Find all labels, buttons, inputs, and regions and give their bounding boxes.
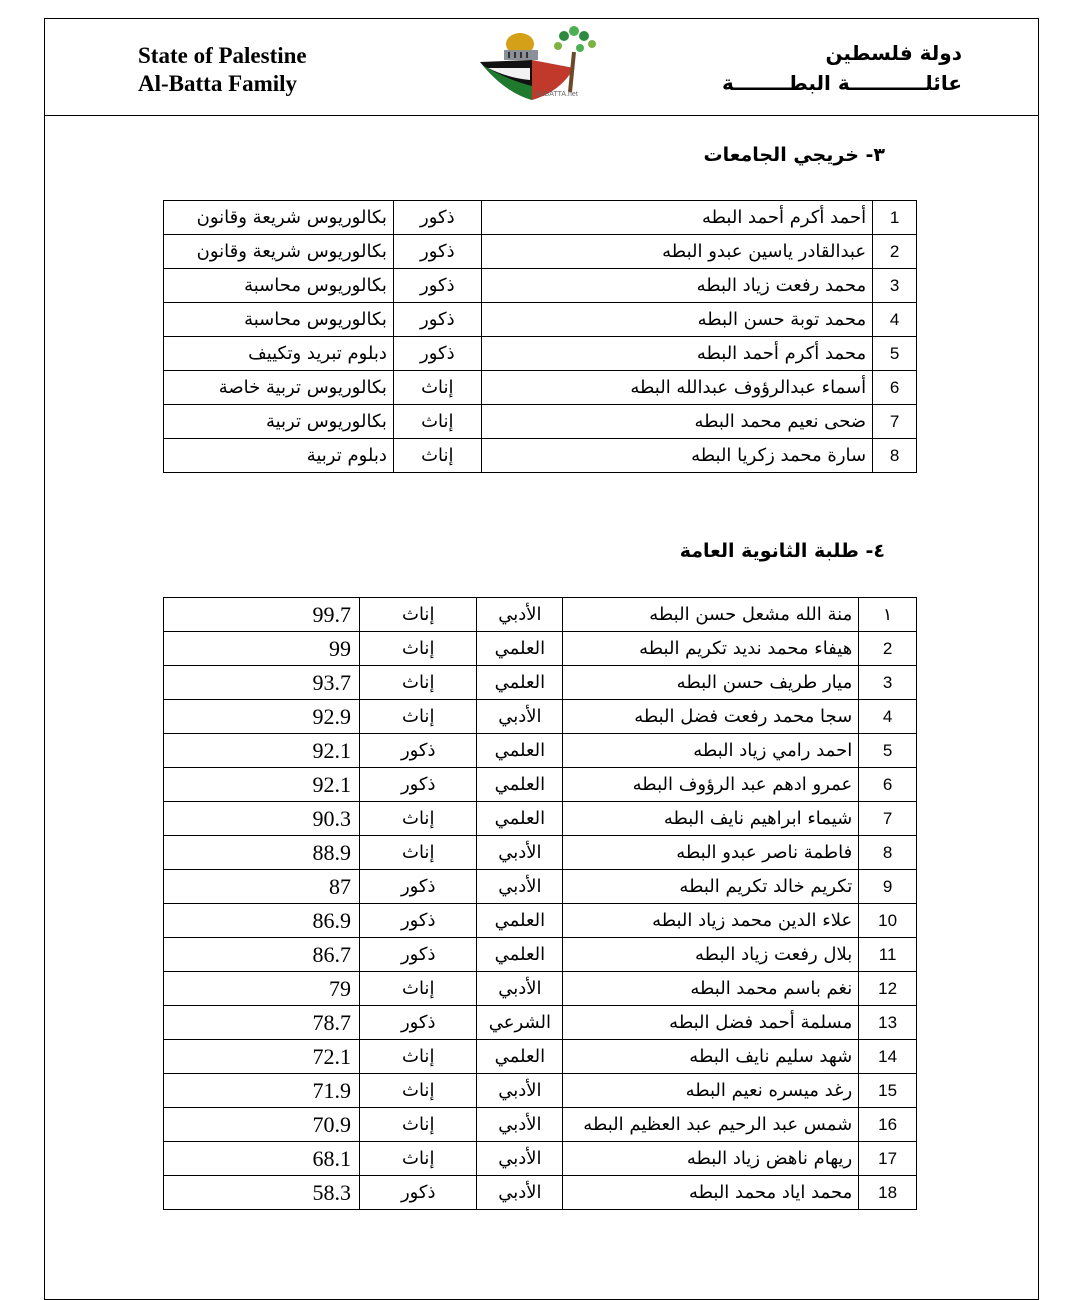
- score-value: 99: [329, 635, 351, 661]
- row-number: 2: [873, 235, 917, 269]
- student-name: شيماء ابراهيم نايف البطه: [563, 802, 859, 836]
- gender-cell: ذكور: [393, 201, 481, 235]
- degree-cell: بكالوريوس محاسبة: [164, 269, 394, 303]
- score-cell: [164, 700, 360, 734]
- score-value: 86.7: [312, 941, 351, 967]
- table-row: [164, 337, 917, 371]
- arabic-family-title: عائلـــــــــــة البطــــــــة: [722, 71, 962, 95]
- row-number: 9: [859, 870, 917, 904]
- row-number: 11: [859, 938, 917, 972]
- graduate-name: محمد أكرم أحمد البطه: [481, 337, 872, 371]
- english-state-title: State of Palestine: [138, 43, 307, 68]
- branch-cell: العلمي: [477, 768, 563, 802]
- student-name: شهد سليم نايف البطه: [563, 1040, 859, 1074]
- gender-cell: إناث: [360, 700, 477, 734]
- gender-cell: إناث: [360, 836, 477, 870]
- student-name: شمس عبد الرحيم عبد العظيم البطه: [563, 1108, 859, 1142]
- score-value: 88.9: [312, 839, 351, 865]
- table-row: [164, 201, 917, 235]
- student-name: مسلمة أحمد فضل البطه: [563, 1006, 859, 1040]
- branch-cell: الأدبي: [477, 1108, 563, 1142]
- row-number: 7: [873, 405, 917, 439]
- family-logo: [474, 22, 606, 104]
- table-row: [164, 802, 917, 836]
- degree-cell: بكالوريوس محاسبة: [164, 303, 394, 337]
- gender-cell: إناث: [393, 405, 481, 439]
- header-divider: [44, 115, 1038, 116]
- score-value: 68.1: [312, 1145, 351, 1171]
- gender-cell: ذكور: [360, 1006, 477, 1040]
- score-cell: [164, 1074, 360, 1108]
- student-name: احمد رامي زياد البطه: [563, 734, 859, 768]
- score-cell: [164, 666, 360, 700]
- score-value: 78.7: [312, 1009, 351, 1035]
- score-cell: [164, 870, 360, 904]
- graduates-table: [163, 200, 917, 473]
- degree-cell: بكالوريوس شريعة وقانون: [164, 235, 394, 269]
- row-number: ١: [859, 598, 917, 632]
- score-cell: [164, 598, 360, 632]
- score-value: 92.9: [312, 703, 351, 729]
- table-row: [164, 371, 917, 405]
- student-name: فاطمة ناصر عبدو البطه: [563, 836, 859, 870]
- student-name: محمد اياد محمد البطه: [563, 1176, 859, 1210]
- degree-cell: بكالوريوس تربية: [164, 405, 394, 439]
- score-cell: [164, 768, 360, 802]
- gender-cell: ذكور: [360, 938, 477, 972]
- student-name: سجا محمد رفعت فضل البطه: [563, 700, 859, 734]
- score-cell: [164, 904, 360, 938]
- row-number: 2: [859, 632, 917, 666]
- row-number: 4: [859, 700, 917, 734]
- score-cell: [164, 802, 360, 836]
- row-number: 10: [859, 904, 917, 938]
- branch-cell: العلمي: [477, 1040, 563, 1074]
- score-cell: [164, 1006, 360, 1040]
- score-cell: [164, 972, 360, 1006]
- row-number: 6: [859, 768, 917, 802]
- student-name: هيفاء محمد نديد تكريم البطه: [563, 632, 859, 666]
- score-value: 70.9: [312, 1111, 351, 1137]
- gender-cell: ذكور: [393, 303, 481, 337]
- score-value: 93.7: [312, 669, 351, 695]
- branch-cell: العلمي: [477, 802, 563, 836]
- gender-cell: إناث: [360, 1142, 477, 1176]
- branch-cell: العلمي: [477, 632, 563, 666]
- gender-cell: ذكور: [360, 904, 477, 938]
- table-row: [164, 405, 917, 439]
- table-row: [164, 972, 917, 1006]
- branch-cell: الأدبي: [477, 1176, 563, 1210]
- score-value: 92.1: [312, 771, 351, 797]
- english-header: [138, 42, 307, 98]
- gender-cell: ذكور: [393, 269, 481, 303]
- table-row: [164, 1006, 917, 1040]
- branch-cell: الأدبي: [477, 1074, 563, 1108]
- score-cell: [164, 1176, 360, 1210]
- graduate-name: محمد رفعت زياد البطه: [481, 269, 872, 303]
- table-row: [164, 1040, 917, 1074]
- table-row: [164, 1108, 917, 1142]
- arabic-state-title: دولة فلسطين: [825, 41, 962, 65]
- score-value: 58.3: [312, 1179, 351, 1205]
- table-row: [164, 269, 917, 303]
- table-row: [164, 904, 917, 938]
- row-number: 3: [859, 666, 917, 700]
- gender-cell: إناث: [360, 632, 477, 666]
- gender-cell: ذكور: [360, 734, 477, 768]
- gender-cell: ذكور: [360, 1176, 477, 1210]
- branch-cell: الأدبي: [477, 598, 563, 632]
- gender-cell: إناث: [360, 1040, 477, 1074]
- score-cell: [164, 836, 360, 870]
- section-4-title: ٤- طلبة الثانوية العامة: [679, 540, 885, 562]
- row-number: 14: [859, 1040, 917, 1074]
- graduate-name: محمد توبة حسن البطه: [481, 303, 872, 337]
- gender-cell: إناث: [393, 371, 481, 405]
- arabic-header: [722, 38, 962, 98]
- graduate-name: أحمد أكرم أحمد البطه: [481, 201, 872, 235]
- table-row: [164, 870, 917, 904]
- branch-cell: الأدبي: [477, 700, 563, 734]
- score-value: 79: [329, 975, 351, 1001]
- score-value: 86.9: [312, 907, 351, 933]
- degree-cell: بكالوريوس تربية خاصة: [164, 371, 394, 405]
- graduate-name: أسماء عبدالرؤوف عبدالله البطه: [481, 371, 872, 405]
- score-cell: [164, 632, 360, 666]
- gender-cell: إناث: [360, 598, 477, 632]
- logo-graphic: [474, 22, 606, 104]
- student-name: رغد ميسره نعيم البطه: [563, 1074, 859, 1108]
- row-number: 7: [859, 802, 917, 836]
- branch-cell: الأدبي: [477, 1142, 563, 1176]
- degree-cell: دبلوم تربية: [164, 439, 394, 473]
- table-row: [164, 1176, 917, 1210]
- graduate-name: سارة محمد زكريا البطه: [481, 439, 872, 473]
- gender-cell: إناث: [360, 666, 477, 700]
- branch-cell: الأدبي: [477, 836, 563, 870]
- student-name: عمرو ادهم عبد الرؤوف البطه: [563, 768, 859, 802]
- gender-cell: إناث: [393, 439, 481, 473]
- table-row: [164, 1142, 917, 1176]
- student-name: ريهام ناهض زياد البطه: [563, 1142, 859, 1176]
- gender-cell: ذكور: [393, 337, 481, 371]
- branch-cell: العلمي: [477, 904, 563, 938]
- table-row: [164, 938, 917, 972]
- row-number: 15: [859, 1074, 917, 1108]
- branch-cell: العلمي: [477, 938, 563, 972]
- gender-cell: ذكور: [360, 768, 477, 802]
- row-number: 17: [859, 1142, 917, 1176]
- logo-text: ALBATTA.net: [536, 91, 578, 98]
- degree-cell: بكالوريوس شريعة وقانون: [164, 201, 394, 235]
- score-value: 92.1: [312, 737, 351, 763]
- row-number: 13: [859, 1006, 917, 1040]
- secondary-students-table: [163, 597, 917, 1210]
- row-number: 3: [873, 269, 917, 303]
- score-value: 71.9: [312, 1077, 351, 1103]
- score-value: 99.7: [312, 601, 351, 627]
- row-number: 18: [859, 1176, 917, 1210]
- graduate-name: عبدالقادر ياسين عبدو البطه: [481, 235, 872, 269]
- section-3-title: ٣- خريجي الجامعات: [703, 144, 885, 166]
- table-row: [164, 666, 917, 700]
- branch-cell: الشرعي: [477, 1006, 563, 1040]
- student-name: منة الله مشعل حسن البطه: [563, 598, 859, 632]
- row-number: 8: [873, 439, 917, 473]
- table-row: [164, 734, 917, 768]
- score-value: 87: [329, 873, 351, 899]
- english-family-title: Al-Batta Family: [138, 71, 298, 96]
- table-row: [164, 439, 917, 473]
- gender-cell: إناث: [360, 972, 477, 1006]
- degree-cell: دبلوم تبريد وتكييف: [164, 337, 394, 371]
- table-row: [164, 632, 917, 666]
- branch-cell: الأدبي: [477, 972, 563, 1006]
- gender-cell: إناث: [360, 1074, 477, 1108]
- student-name: نغم باسم محمد البطه: [563, 972, 859, 1006]
- row-number: 8: [859, 836, 917, 870]
- row-number: 6: [873, 371, 917, 405]
- student-name: بلال رفعت زياد البطه: [563, 938, 859, 972]
- branch-cell: العلمي: [477, 666, 563, 700]
- score-cell: [164, 1040, 360, 1074]
- row-number: 5: [873, 337, 917, 371]
- table-row: [164, 235, 917, 269]
- graduate-name: ضحى نعيم محمد البطه: [481, 405, 872, 439]
- score-cell: [164, 938, 360, 972]
- row-number: 4: [873, 303, 917, 337]
- table-row: [164, 598, 917, 632]
- score-cell: [164, 734, 360, 768]
- row-number: 5: [859, 734, 917, 768]
- gender-cell: ذكور: [360, 870, 477, 904]
- branch-cell: الأدبي: [477, 870, 563, 904]
- student-name: تكريم خالد تكريم البطه: [563, 870, 859, 904]
- gender-cell: ذكور: [393, 235, 481, 269]
- score-value: 72.1: [312, 1043, 351, 1069]
- student-name: ميار طريف حسن البطه: [563, 666, 859, 700]
- gender-cell: إناث: [360, 802, 477, 836]
- branch-cell: العلمي: [477, 734, 563, 768]
- gender-cell: إناث: [360, 1108, 477, 1142]
- table-row: [164, 768, 917, 802]
- table-row: [164, 700, 917, 734]
- row-number: 1: [873, 201, 917, 235]
- row-number: 12: [859, 972, 917, 1006]
- table-row: [164, 836, 917, 870]
- table-row: [164, 303, 917, 337]
- table-row: [164, 1074, 917, 1108]
- score-cell: [164, 1108, 360, 1142]
- row-number: 16: [859, 1108, 917, 1142]
- score-value: 90.3: [312, 805, 351, 831]
- student-name: علاء الدين محمد زياد البطه: [563, 904, 859, 938]
- score-cell: [164, 1142, 360, 1176]
